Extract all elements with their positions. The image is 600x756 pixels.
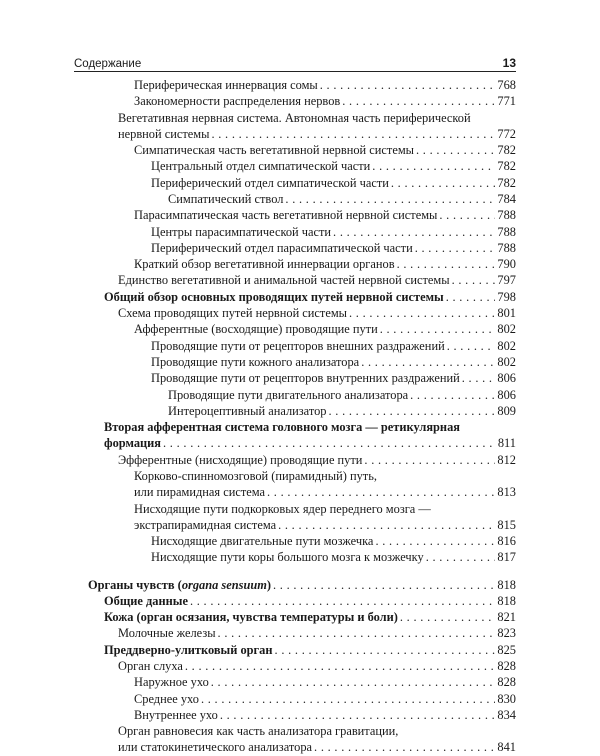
- toc-entry-title: Преддверно-улитковый орган: [104, 642, 273, 657]
- toc-entry-title: Периферический отдел парасимпатической части: [151, 240, 413, 255]
- toc-entry-title: нервной системы: [118, 126, 210, 141]
- toc-entry-page: 841: [497, 740, 516, 755]
- dot-leader: [364, 451, 495, 469]
- toc-entry: [151, 353, 516, 371]
- toc-entry: [118, 451, 516, 469]
- dot-leader: [447, 337, 496, 355]
- dot-leader: [218, 624, 496, 642]
- toc-entry-title: Периферическая иннервация сомы: [134, 78, 318, 92]
- dot-leader: [400, 608, 496, 626]
- toc-entry-title: экстрапирамидная система: [134, 517, 277, 532]
- header-rule: [74, 71, 516, 72]
- dot-leader: [349, 304, 495, 322]
- toc-entry-title: Наружное ухо: [134, 675, 209, 690]
- toc-entry-title: Молочные железы: [118, 626, 216, 641]
- toc-entry-title-line1: Корково-спинномозговой (пирамидный) путь,: [134, 468, 377, 483]
- toc-entry: [151, 532, 516, 550]
- toc-entry-page: 802: [497, 338, 516, 353]
- toc-entry-title: Внутреннее ухо: [134, 707, 218, 722]
- dot-leader: [185, 657, 496, 675]
- toc-entry-page: 798: [497, 289, 516, 304]
- toc-entry-page: 809: [497, 403, 516, 418]
- toc-entry-title: формация: [104, 436, 162, 451]
- toc-entry-title: Симпатический ствол: [168, 192, 284, 207]
- toc-entry-page: 771: [497, 94, 516, 109]
- toc-entry-title: Органы чувств (organa sensuum): [88, 577, 271, 592]
- toc-entry-title: Афферентные (восходящие) проводящие пути: [134, 322, 378, 337]
- toc-entry-page: 782: [497, 159, 516, 174]
- toc-entry-page: 801: [497, 306, 516, 321]
- toc-entry-title: или пирамидная система: [134, 485, 266, 500]
- toc-entry-title: или статокинетического анализатора: [118, 740, 313, 755]
- toc-entry: [118, 624, 516, 642]
- toc-entry-title: Проводящие пути от рецепторов внутренних раздражений: [151, 371, 460, 386]
- toc-entry: [104, 608, 516, 626]
- toc-entry-page: 830: [497, 691, 516, 706]
- dot-leader: [372, 157, 495, 175]
- dot-leader: [375, 532, 495, 550]
- toc-entry-title: Схема проводящих путей нервной системы: [118, 306, 348, 321]
- toc-entry: [168, 386, 516, 404]
- dot-leader: [342, 92, 495, 110]
- toc-entry-title: Эфферентные (нисходящие) проводящие пути: [118, 452, 363, 467]
- dot-leader: [211, 125, 495, 143]
- dot-leader: [415, 239, 496, 257]
- toc-entry-title: Закономерности распределения нервов: [134, 94, 341, 109]
- dot-leader: [201, 690, 495, 708]
- dot-leader: [452, 271, 496, 289]
- toc-entry-page: 816: [497, 534, 516, 549]
- toc-entry-title: Орган слуха: [118, 659, 183, 673]
- toc-entry-page: 772: [497, 126, 516, 141]
- dot-leader: [285, 190, 495, 208]
- toc-entry: [118, 271, 516, 289]
- toc-entry-page: 825: [497, 642, 516, 657]
- toc-entry: [151, 239, 516, 257]
- toc-entry-title: Периферический отдел симпатической части: [151, 175, 389, 190]
- toc-entry-page: 818: [497, 577, 516, 592]
- toc-entry-page: 813: [497, 485, 516, 500]
- toc-entry: [151, 337, 516, 355]
- toc-entry: [151, 548, 516, 566]
- toc-entry: [134, 206, 516, 224]
- running-header: [74, 56, 516, 70]
- toc-entry-page: 811: [497, 436, 516, 451]
- latin-title: organa sensuum: [181, 577, 267, 592]
- dot-leader: [314, 738, 495, 756]
- toc-entry-page: 817: [497, 550, 516, 565]
- toc-entry: [88, 576, 516, 594]
- toc-entry-title: Интероцептивный анализатор: [168, 403, 327, 418]
- toc-entry-page: 834: [497, 707, 516, 722]
- running-title: Содержание: [74, 58, 142, 70]
- toc-entry-page: 823: [497, 626, 516, 641]
- toc-entry-page: 812: [497, 452, 516, 467]
- toc-entry-title: Центры парасимпатической части: [151, 224, 332, 239]
- toc-entry-title: Общие данные: [104, 593, 188, 608]
- toc-entry-title: Парасимпатическая часть вегетативной нервной системы: [134, 208, 438, 223]
- toc-entry: [151, 157, 516, 175]
- toc-entry-title: Среднее ухо: [134, 691, 199, 706]
- toc-entry-page: 828: [497, 659, 516, 673]
- toc-entry-page: 802: [497, 322, 516, 337]
- page-number: 13: [502, 56, 516, 70]
- toc-entry-page: 788: [497, 208, 516, 223]
- toc-entry-page: 821: [497, 610, 516, 625]
- toc-entry-page: 806: [497, 371, 516, 386]
- toc-entry-page: 788: [497, 240, 516, 255]
- toc-entry-title: Проводящие пути двигательного анализатора: [168, 387, 409, 402]
- toc-entry: [118, 125, 516, 143]
- toc-entry-title: Кожа (орган осязания, чувства температуры и боли): [104, 610, 398, 625]
- toc-entry-page: 784: [497, 192, 516, 207]
- dot-leader: [361, 353, 495, 371]
- toc-entry: [118, 738, 516, 756]
- toc-entry-page: 828: [497, 675, 516, 690]
- toc-entry-title: Общий обзор основных проводящих путей нервной системы: [104, 289, 444, 304]
- toc-entry-page: 790: [497, 257, 516, 272]
- toc-entry-title: Единство вегетативной и анимальной частей нервной системы: [118, 273, 450, 288]
- dot-leader: [410, 386, 495, 404]
- toc-entry-page: 782: [497, 175, 516, 190]
- toc-entry: [134, 690, 516, 708]
- toc-entry: [118, 657, 516, 675]
- toc-entry-title-line1: Нисходящие пути подкорковых ядер переднего мозга —: [134, 501, 431, 516]
- toc-entry-page: 818: [497, 593, 516, 608]
- toc-entry-title: Краткий обзор вегетативной иннервации органов: [134, 257, 395, 272]
- toc-entry-title: Проводящие пути от рецепторов внешних раздражений: [151, 338, 445, 353]
- toc-entry-page: 802: [497, 354, 516, 369]
- toc-entry-page: 768: [497, 78, 516, 92]
- dot-leader: [273, 576, 495, 594]
- toc-entry-title: Нисходящие двигательные пути мозжечка: [151, 534, 374, 549]
- toc-entry-page: 782: [497, 143, 516, 158]
- dot-leader: [426, 548, 496, 566]
- toc-entry: [118, 304, 516, 322]
- toc-entry-title: Центральный отдел симпатической части: [151, 159, 371, 174]
- toc-entry: [134, 92, 516, 110]
- toc-entry-title: Симпатическая часть вегетативной нервной системы: [134, 143, 414, 158]
- toc-entry-title-line1: Орган равновесия как часть анализатора гравитации,: [118, 724, 399, 739]
- toc-entry-page: 788: [497, 224, 516, 239]
- toc-entry-page: 815: [497, 517, 516, 532]
- toc-entry-page: 806: [497, 387, 516, 402]
- toc-entry: [168, 190, 516, 208]
- toc-entry-title-line1: Вегетативная нервная система. Автономная часть периферической: [118, 110, 471, 125]
- toc-entry-title-line1: Вторая афферентная система головного мозга — ретикулярная: [104, 420, 460, 435]
- toc-entry-title: Проводящие пути кожного анализатора: [151, 354, 360, 369]
- toc-entry-page: 797: [497, 273, 516, 288]
- toc-entry-title: Нисходящие пути коры большого мозга к мозжечку: [151, 550, 424, 565]
- dot-leader: [439, 206, 495, 224]
